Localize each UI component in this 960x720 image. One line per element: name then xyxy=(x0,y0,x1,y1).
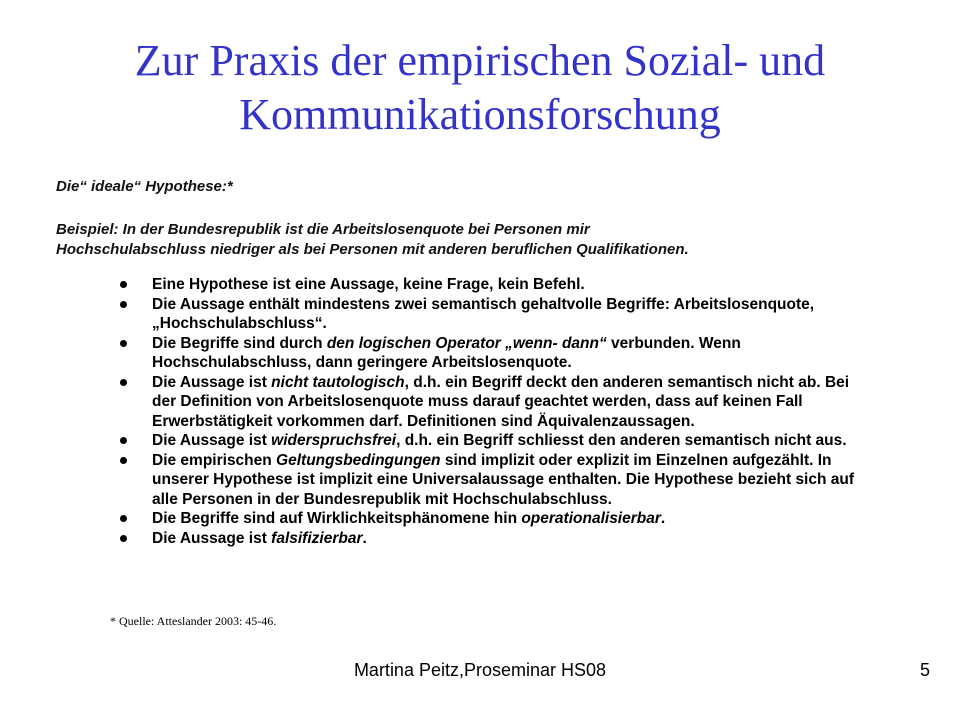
point-text: Die Aussage ist xyxy=(152,373,272,391)
list-item xyxy=(114,509,854,529)
list-item xyxy=(114,295,854,334)
list-item xyxy=(114,451,854,510)
list-item xyxy=(114,334,854,373)
scan-heading: Die“ ideale“ Hypothese:* xyxy=(56,178,233,195)
point-emphasis: widerspruchsfrei xyxy=(271,432,397,449)
point-text: Die Aussage ist xyxy=(152,529,272,547)
slide-title xyxy=(0,34,960,142)
point-text: Die Begriffe sind durch xyxy=(152,334,327,352)
scanned-hypothesis-image xyxy=(56,178,856,638)
point-text-after: . xyxy=(660,510,666,527)
point-text: Eine Hypothese ist eine Aussage, keine Frage, kein Befehl. xyxy=(152,276,585,293)
list-item xyxy=(114,275,854,295)
point-text: Die Begriffe sind auf Wirklichkeitsphänomene hin xyxy=(152,510,522,527)
bullet-icon xyxy=(120,301,127,308)
page-number: 5 xyxy=(919,660,930,680)
list-item xyxy=(114,373,854,432)
slide-title-line-1: Zur Praxis der empirischen Sozial- und xyxy=(134,36,826,85)
bullet-icon xyxy=(120,340,127,347)
bullet-icon xyxy=(120,515,127,522)
point-text: Die empirischen xyxy=(152,451,277,469)
point-text-after: sind implizit oder explizit im Einzelnen aufgezählt. In unserer Hypothese ist implizit eine Universalaussage enthalten. Die Hypothese bezieht sich auf alle Personen in der Bundesrepublik mit Hochschulabschluss. xyxy=(152,451,855,508)
point-text: Die Aussage enthält mindestens zwei semantisch gehaltvolle Begriffe: Arbeitslosenquote, „Hochschulabschluss“. xyxy=(152,295,815,332)
point-emphasis: den logischen Operator „wenn- dann“ xyxy=(326,334,607,352)
point-text-after: , d.h. ein Begriff deckt den anderen semantisch nicht ab. Bei der Definition von Arbeitslosenquote muss darauf geachtet werden, dass auf keinen Fall Erwerbstätigkeit vorkommen darf. Definitionen sind Äquivalenzaussagen. xyxy=(152,373,850,430)
bullet-icon xyxy=(120,457,127,464)
point-text: Die Aussage ist xyxy=(152,432,272,449)
bullet-icon xyxy=(120,379,127,386)
source-citation: * Quelle: Atteslander 2003: 45-46. xyxy=(110,614,277,628)
list-item xyxy=(114,529,854,549)
example-statement xyxy=(56,220,689,260)
bullet-icon xyxy=(120,437,127,444)
criteria-list xyxy=(114,275,854,548)
point-text-after: . xyxy=(362,529,367,547)
point-emphasis: Geltungsbedingungen xyxy=(276,451,441,469)
example-line-1: Beispiel: In der Bundesrepublik ist die Arbeitslosenquote bei Personen mir xyxy=(56,221,590,238)
example-line-2: Hochschulabschluss niedriger als bei Personen mit anderen beruflichen Qualifikationen. xyxy=(56,241,689,258)
slide-title-line-2: Kommunikationsforschung xyxy=(239,90,721,139)
point-text-after: verbunden. Wenn Hochschulabschluss, dann geringere Arbeitslosenquote. xyxy=(152,334,741,371)
bullet-icon xyxy=(120,535,127,542)
list-item xyxy=(114,431,854,451)
point-emphasis: operationalisierbar xyxy=(521,510,661,527)
bullet-icon xyxy=(120,281,127,288)
point-text-after: , d.h. ein Begriff schliesst den anderen semantisch nicht aus. xyxy=(396,432,847,449)
point-emphasis: falsifizierbar xyxy=(271,529,363,547)
point-emphasis: nicht tautologisch xyxy=(271,373,405,391)
slide-footer: Martina Peitz,Proseminar HS08 xyxy=(353,660,607,680)
